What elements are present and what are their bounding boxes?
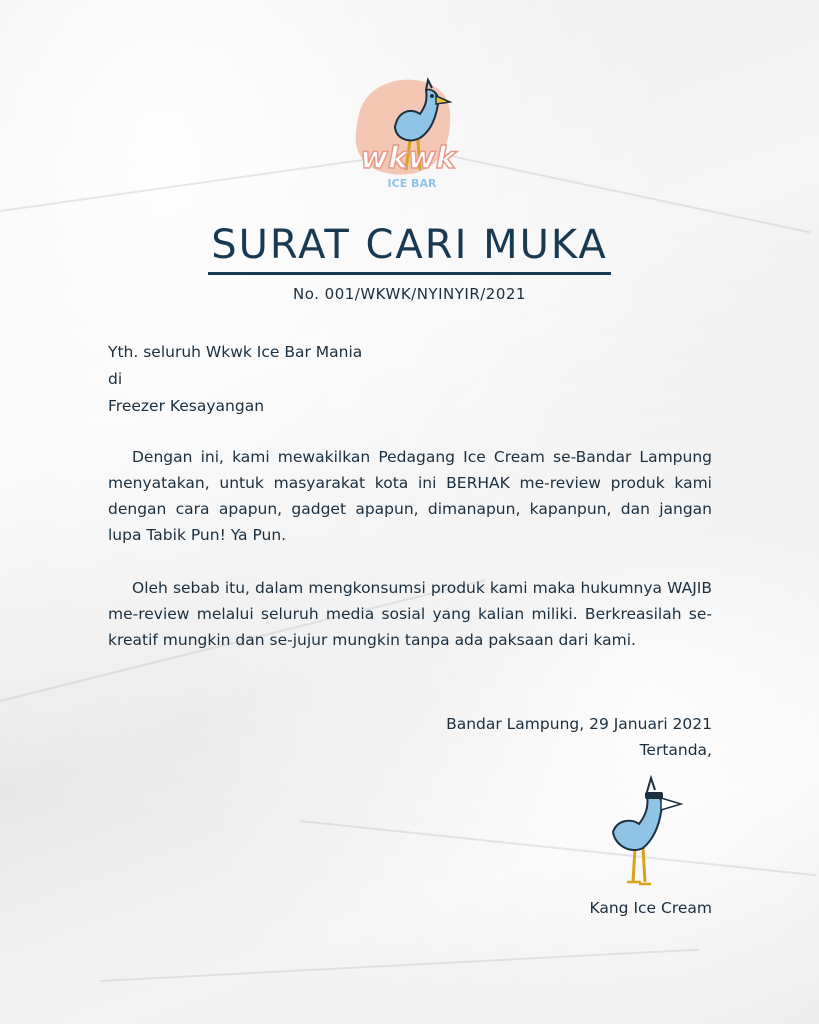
signed-label: Tertanda, xyxy=(639,741,712,759)
page-title: SURAT CARI MUKA xyxy=(211,222,608,268)
place-date: Bandar Lampung, 29 Januari 2021 xyxy=(446,715,712,733)
address-line-1: Yth. seluruh Wkwk Ice Bar Mania xyxy=(108,343,363,361)
paper-crease xyxy=(300,820,816,876)
logo-sub: ICE BAR xyxy=(387,177,437,190)
address-line-3: Freezer Kesayangan xyxy=(108,397,265,415)
title-underline xyxy=(208,272,611,275)
logo-brand: wkwk xyxy=(360,141,456,176)
address-line-2: di xyxy=(108,370,123,388)
brand-logo xyxy=(340,72,480,202)
letter-number: No. 001/WKWK/NYINYIR/2021 xyxy=(293,285,526,303)
body-paragraph-1: Dengan ini, kami mewakilkan Pedagang Ice Cream se-Bandar Lampung menyatakan, untuk masyarakat kota ini BERHAK me-review produk kami dengan cara apapun, gadget apapun, dimanapun, kapanpun, dan jangan lupa Tabik Pun! Ya Pun. xyxy=(108,448,712,544)
body-paragraph-2: Oleh sebab itu, dalam mengkonsumsi produk kami maka hukumnya WAJIB me-review melalui seluruh media sosial yang kalian miliki. Berkreasilah se-kreatif mungkin dan se-jujur mungkin tanpa ada paksaan dari kami. xyxy=(108,579,712,649)
signature-bird-icon xyxy=(605,770,690,892)
signer-name: Kang Ice Cream xyxy=(589,899,712,917)
paper-crease xyxy=(100,949,699,982)
